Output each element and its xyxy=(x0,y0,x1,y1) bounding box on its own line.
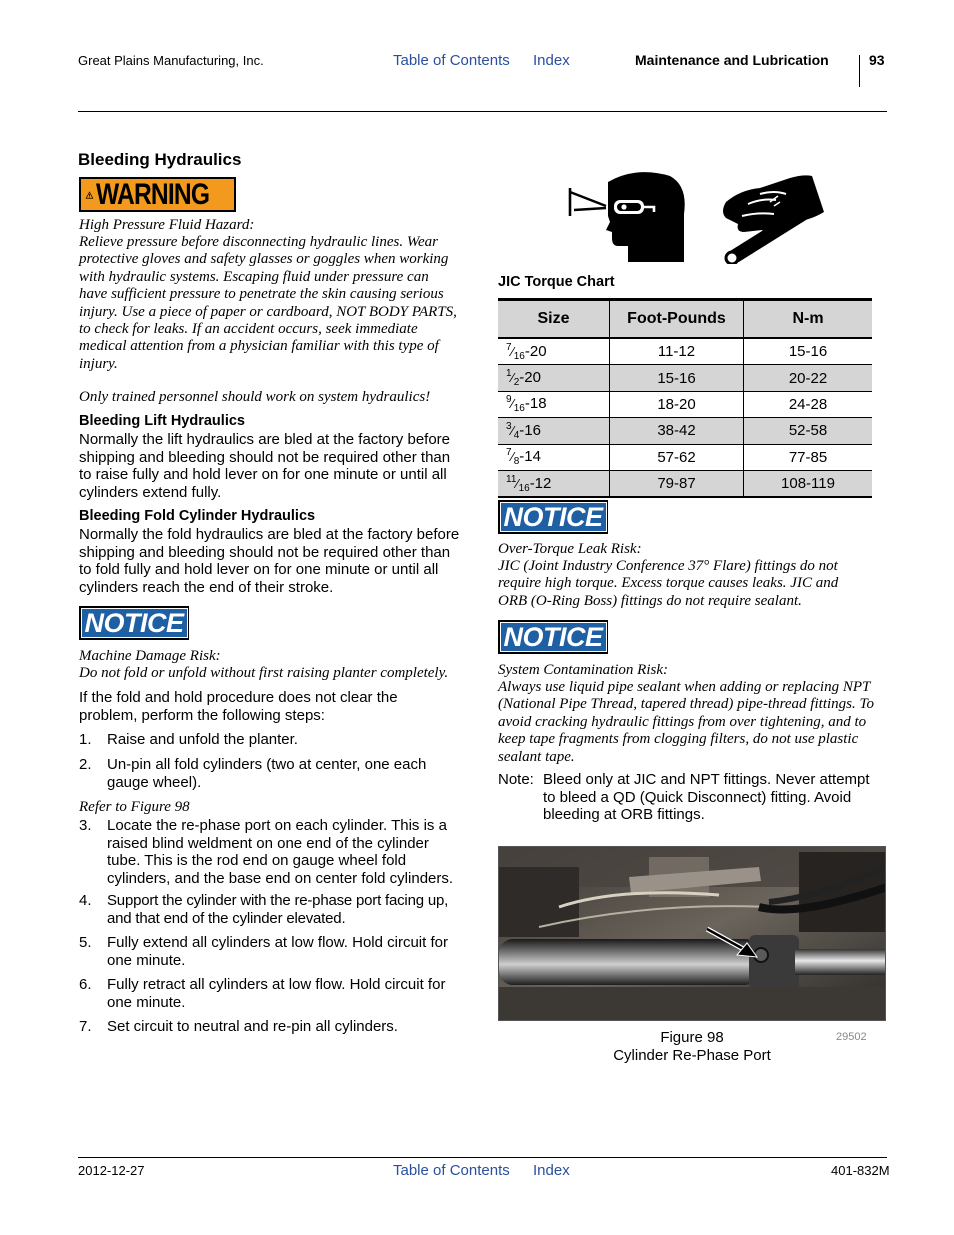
nm-cell: 108-119 xyxy=(744,470,873,497)
figure-number: 29502 xyxy=(836,1031,867,1043)
note-text: Bleed only at JIC and NPT fittings. Never attempt to bleed a QD (Quick Disconnect) fitting. Avoid bleeding at ORB fittings. xyxy=(543,771,870,824)
figure-caption: Cylinder Re-Phase Port xyxy=(613,1047,771,1064)
step-text: Locate the re-phase port on each cylinder. This is a raised blind weldment on one end of the cylinder tube. This is the rod end on gauge wheel fold cylinders, and the base end on center fold cylinders. xyxy=(107,817,454,887)
table-row xyxy=(498,365,872,391)
ftlb-cell: 57-62 xyxy=(610,444,744,470)
step-number: 2. xyxy=(79,756,92,773)
size-cell: $^7⁄_{16}-20$ xyxy=(498,338,610,365)
table-row xyxy=(498,418,872,444)
publication-date: 2012-12-27 xyxy=(78,1163,145,1178)
procedure-intro: If the fold and hold procedure does not clear the problem, perform the following steps: xyxy=(79,689,398,724)
warning-triangle-icon xyxy=(85,181,94,209)
ftlb-cell: 15-16 xyxy=(610,365,744,391)
step-number: 5. xyxy=(79,934,92,951)
damage-title: Machine Damage Risk: xyxy=(79,648,221,664)
nm-cell: 52-58 xyxy=(744,418,873,444)
torque-title: Over-Torque Leak Risk: xyxy=(498,541,642,557)
notice-banner-contamination xyxy=(498,620,608,654)
contamination-text: Always use liquid pipe sealant when adding or replacing NPT (National Pipe Thread, tapered thread) pipe-thread fittings. To avoid cracking hydraulic fittings from over tightening, and to keep tape fragments from clogging filters, do not use plastic sealant tape. xyxy=(498,679,874,765)
nm-cell: 20-22 xyxy=(744,365,873,391)
lift-text: Normally the lift hydraulics are bled at the factory before shipping and bleeding should not be required other than to raise fully and hold lever on for one minute or until all cylinders extend fully. xyxy=(79,431,451,501)
step-text: Set circuit to neutral and re-pin all cylinders. xyxy=(107,1018,398,1035)
company-name: Great Plains Manufacturing, Inc. xyxy=(78,53,264,68)
nm-cell: 15-16 xyxy=(744,338,873,365)
step-text: Support the cylinder with the re-phase port facing up, and that end of the cylinder elevated. xyxy=(107,892,449,927)
size-cell: $^1⁄_2-20$ xyxy=(498,365,610,391)
trained-note: Only trained personnel should work on system hydraulics! xyxy=(79,389,431,405)
step-text: Fully extend all cylinders at low flow. Hold circuit for one minute. xyxy=(107,934,448,969)
notice-label: NOTICE xyxy=(81,608,188,638)
figure-label: Figure 98 xyxy=(660,1029,724,1046)
document-number: 401-832M xyxy=(831,1163,890,1178)
damage-text: Do not fold or unfold without first raising planter completely. xyxy=(79,665,449,681)
footer-rule xyxy=(78,1157,887,1158)
jic-torque-table xyxy=(498,298,872,498)
step-number: 4. xyxy=(79,892,92,909)
table-row xyxy=(498,391,872,417)
torque-text: JIC (Joint Industry Conference 37° Flare) fittings do not require high torque. Excess torque causes leaks. JIC and ORB (O-Ring Boss) fittings do not require sealant. xyxy=(498,558,839,609)
ftlb-cell: 38-42 xyxy=(610,418,744,444)
warning-title: High Pressure Fluid Hazard: xyxy=(79,217,255,233)
step-text: Un-pin all fold cylinders (two at center, one each gauge wheel). xyxy=(107,756,427,791)
step-text: Raise and unfold the planter. xyxy=(107,731,298,748)
nm-cell: 77-85 xyxy=(744,444,873,470)
header-rule xyxy=(78,111,887,112)
notice-banner-damage xyxy=(79,606,189,640)
fold-text: Normally the fold hydraulics are bled at the factory before shipping and bleeding should not be required other than to fold fully and hold lever on for one minute or until all cylinders reach the end of their stroke. xyxy=(79,526,460,596)
step-number: 7. xyxy=(79,1018,92,1035)
table-row xyxy=(498,470,872,497)
header-divider xyxy=(859,55,860,87)
lift-heading: Bleeding Lift Hydraulics xyxy=(79,413,245,429)
size-cell: $^3⁄_4-16$ xyxy=(498,418,610,444)
column-header: Size xyxy=(498,300,610,339)
section-title: Maintenance and Lubrication xyxy=(635,52,829,68)
page-number: 93 xyxy=(869,52,885,68)
header-index-link[interactable]: Index xyxy=(533,52,570,69)
notice-label: NOTICE xyxy=(500,502,607,532)
step-number: 3. xyxy=(79,817,92,834)
table-row xyxy=(498,338,872,365)
footer-index-link[interactable]: Index xyxy=(533,1162,570,1179)
face-shield-safety-icon xyxy=(566,170,686,262)
step-text: Fully retract all cylinders at low flow. Hold circuit for one minute. xyxy=(107,976,446,1011)
footer-toc-link[interactable]: Table of Contents xyxy=(393,1162,510,1179)
cylinder-photo xyxy=(498,846,886,1021)
size-cell: $^9⁄_{16}-18$ xyxy=(498,391,610,417)
jic-chart-title: JIC Torque Chart xyxy=(498,274,615,290)
step-number: 6. xyxy=(79,976,92,993)
column-header: N-m xyxy=(744,300,873,339)
header-toc-link[interactable]: Table of Contents xyxy=(393,52,510,69)
warning-banner xyxy=(79,177,236,212)
ftlb-cell: 79-87 xyxy=(610,470,744,497)
size-cell: $^{11}⁄_{16}-12$ xyxy=(498,470,610,497)
glove-safety-icon xyxy=(720,172,828,264)
notice-banner-torque xyxy=(498,500,608,534)
ftlb-cell: 11-12 xyxy=(610,338,744,365)
nm-cell: 24-28 xyxy=(744,391,873,417)
ftlb-cell: 18-20 xyxy=(610,391,744,417)
fold-heading: Bleeding Fold Cylinder Hydraulics xyxy=(79,508,316,524)
figure-reference: Refer to Figure 98 xyxy=(79,799,190,815)
contamination-title: System Contamination Risk: xyxy=(498,662,668,678)
note-label: Note: xyxy=(498,771,534,788)
warning-label: WARNING xyxy=(96,177,210,211)
size-cell: $^7⁄_8-14$ xyxy=(498,444,610,470)
column-header: Foot-Pounds xyxy=(610,300,744,339)
table-row xyxy=(498,444,872,470)
notice-label: NOTICE xyxy=(500,622,607,652)
page-heading: Bleeding Hydraulics xyxy=(78,150,242,169)
step-number: 1. xyxy=(79,731,92,748)
warning-text: Relieve pressure before disconnecting hydraulic lines. Wear protective gloves and safety glasses or goggles when working with hydraulic systems. Escaping fluid under pressure can have sufficient pressure to penetrate the skin causing serious injury. Use a piece of paper or cardboard, NOT BODY PARTS, to check for leaks. If an accident occurs, seek immediate medical attention from a physician familiar with this type of injury. xyxy=(79,234,457,372)
